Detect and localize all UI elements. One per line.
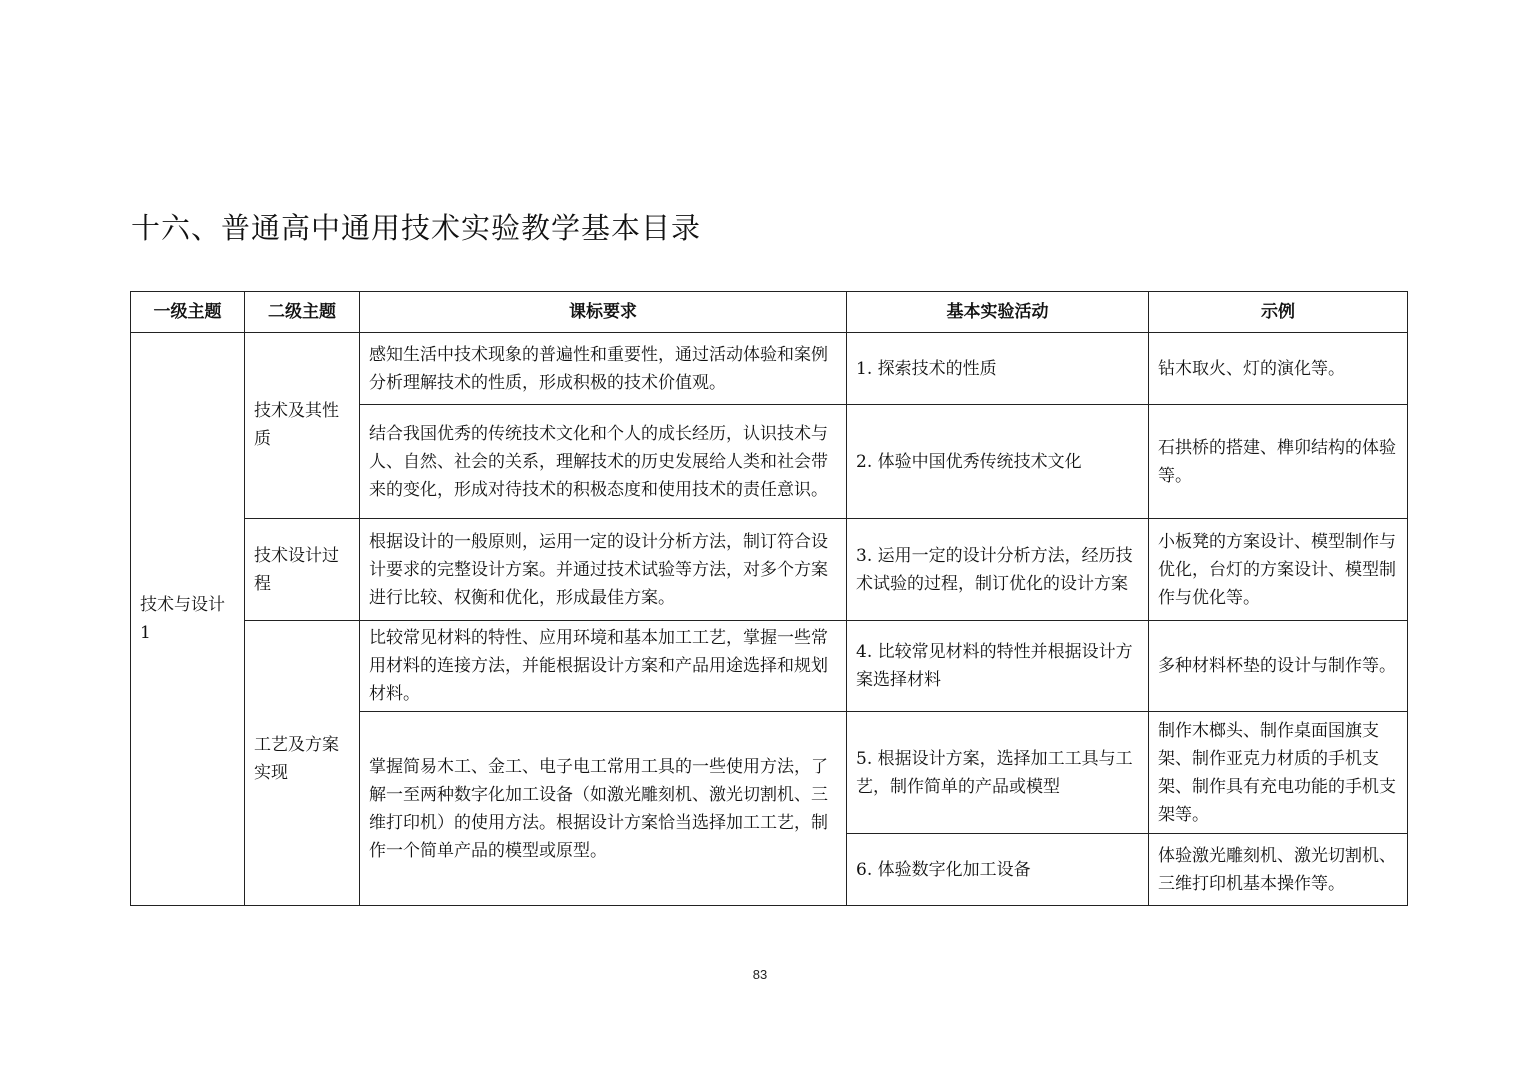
requirement-cell: 结合我国优秀的传统技术文化和个人的成长经历，认识技术与人、自然、社会的关系，理解技术的历史发展给人类和社会带来的变化，形成对待技术的积极态度和使用技术的责任意识。 (360, 405, 847, 519)
example-cell: 多种材料杯垫的设计与制作等。 (1149, 621, 1408, 712)
requirement-cell: 比较常见材料的特性、应用环境和基本加工工艺，掌握一些常用材料的连接方法，并能根据设计方案和产品用途选择和规划材料。 (360, 621, 847, 712)
header-examples: 示例 (1149, 292, 1408, 333)
requirement-cell: 根据设计的一般原则，运用一定的设计分析方法，制订符合设计要求的完整设计方案。并通过技术试验等方法，对多个方案进行比较、权衡和优化，形成最佳方案。 (360, 519, 847, 621)
header-activities: 基本实验活动 (847, 292, 1149, 333)
example-cell: 石拱桥的搭建、榫卯结构的体验等。 (1149, 405, 1408, 519)
table-row (131, 621, 1408, 712)
activity-cell: 4. 比较常见材料的特性并根据设计方案选择材料 (847, 621, 1149, 712)
page-title: 十六、普通高中通用技术实验教学基本目录 (131, 211, 702, 245)
example-cell: 小板凳的方案设计、模型制作与优化，台灯的方案设计、模型制作与优化等。 (1149, 519, 1408, 621)
requirement-cell: 掌握简易木工、金工、电子电工常用工具的一些使用方法，了解一至两种数字化加工设备（如激光雕刻机、激光切割机、三维打印机）的使用方法。根据设计方案恰当选择加工工艺，制作一个简单产品的模型或原型。 (360, 712, 847, 906)
topic-l1-cell: 技术与设计 1 (131, 333, 245, 906)
topic-l2-cell: 技术及其性质 (245, 333, 360, 519)
topic-l2-cell: 工艺及方案实现 (245, 621, 360, 906)
requirement-cell: 感知生活中技术现象的普遍性和重要性，通过活动体验和案例分析理解技术的性质，形成积极的技术价值观。 (360, 333, 847, 405)
activity-cell: 3. 运用一定的设计分析方法，经历技术试验的过程，制订优化的设计方案 (847, 519, 1149, 621)
table-header-row (131, 292, 1408, 333)
experiment-catalog-table (130, 291, 1408, 906)
header-topic-l1: 一级主题 (131, 292, 245, 333)
example-cell: 制作木榔头、制作桌面国旗支架、制作亚克力材质的手机支架、制作具有充电功能的手机支架等。 (1149, 712, 1408, 834)
example-cell: 体验激光雕刻机、激光切割机、三维打印机基本操作等。 (1149, 834, 1408, 906)
activity-cell: 2. 体验中国优秀传统技术文化 (847, 405, 1149, 519)
page-number: 83 (752, 967, 768, 982)
activity-cell: 5. 根据设计方案，选择加工工具与工艺，制作简单的产品或模型 (847, 712, 1149, 834)
header-requirements: 课标要求 (360, 292, 847, 333)
topic-l2-cell: 技术设计过程 (245, 519, 360, 621)
example-cell: 钻木取火、灯的演化等。 (1149, 333, 1408, 405)
activity-cell: 1. 探索技术的性质 (847, 333, 1149, 405)
table-row (131, 519, 1408, 621)
header-topic-l2: 二级主题 (245, 292, 360, 333)
table-row (131, 333, 1408, 405)
activity-cell: 6. 体验数字化加工设备 (847, 834, 1149, 906)
